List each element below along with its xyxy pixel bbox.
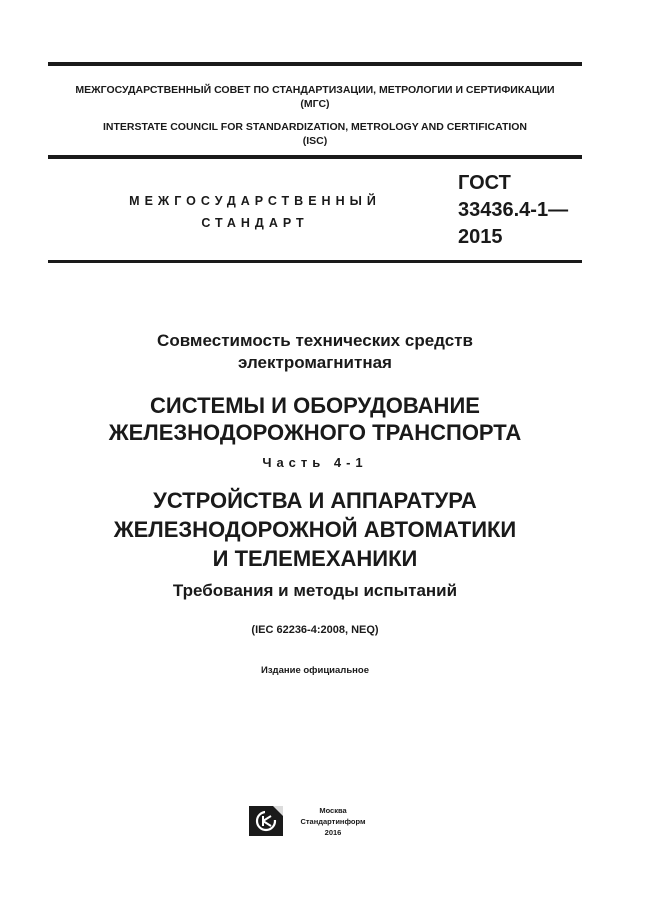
gost-label: ГОСТ xyxy=(458,172,511,194)
council-ru-line1: МЕЖГОСУДАРСТВЕННЫЙ СОВЕТ ПО СТАНДАРТИЗАЦИИ, МЕТРОЛОГИИ И СЕРТИФИКАЦИИ xyxy=(75,84,555,96)
top-rule xyxy=(48,62,582,66)
iec-reference: (IEC 62236-4:2008, NEQ) xyxy=(251,624,379,636)
council-ru-abbrev: (МГС) xyxy=(300,98,330,110)
part-title-line3: И ТЕЛЕМЕХАНИКИ xyxy=(212,546,418,571)
requirements-subtitle: Требования и методы испытаний xyxy=(172,581,458,600)
standartinform-logo-icon xyxy=(249,806,283,836)
bottom-rule xyxy=(48,260,582,263)
part-title-line1: УСТРОЙСТВА И АППАРАТУРА xyxy=(153,488,477,513)
council-en-line1: INTERSTATE COUNCIL FOR STANDARDIZATION, METROLOGY AND CERTIFICATION xyxy=(102,121,528,133)
standard-type-line2: СТАНДАРТ xyxy=(201,216,309,230)
title-line1: СИСТЕМЫ И ОБОРУДОВАНИЕ xyxy=(150,393,480,418)
subtitle-line1: Совместимость технических средств xyxy=(157,331,473,350)
document-subtitle xyxy=(48,330,582,374)
part-title xyxy=(48,486,582,573)
gost-designation xyxy=(458,170,568,251)
part-label: Часть 4-1 xyxy=(262,455,368,470)
publisher-year: 2016 xyxy=(324,828,342,837)
title-line2: ЖЕЛЕЗНОДОРОЖНОГО ТРАНСПОРТА xyxy=(108,420,522,445)
subtitle-line2: электромагнитная xyxy=(238,353,392,372)
publisher-city: Москва xyxy=(319,806,347,815)
part-title-line2: ЖЕЛЕЗНОДОРОЖНОЙ АВТОМАТИКИ xyxy=(113,517,517,542)
gost-number: 33436.4-1— xyxy=(458,199,569,221)
standard-type xyxy=(110,190,400,234)
middle-rule xyxy=(48,155,582,159)
gost-year: 2015 xyxy=(458,226,503,248)
council-name-en xyxy=(48,120,582,148)
council-name-ru xyxy=(48,83,582,111)
document-title xyxy=(48,392,582,446)
edition-note: Издание официальное xyxy=(261,665,369,676)
council-en-abbrev: (ISC) xyxy=(302,135,328,147)
publisher-info xyxy=(293,805,373,838)
publisher-name: Стандартинформ xyxy=(300,817,366,826)
standard-type-line1: МЕЖГОСУДАРСТВЕННЫЙ xyxy=(129,194,381,208)
